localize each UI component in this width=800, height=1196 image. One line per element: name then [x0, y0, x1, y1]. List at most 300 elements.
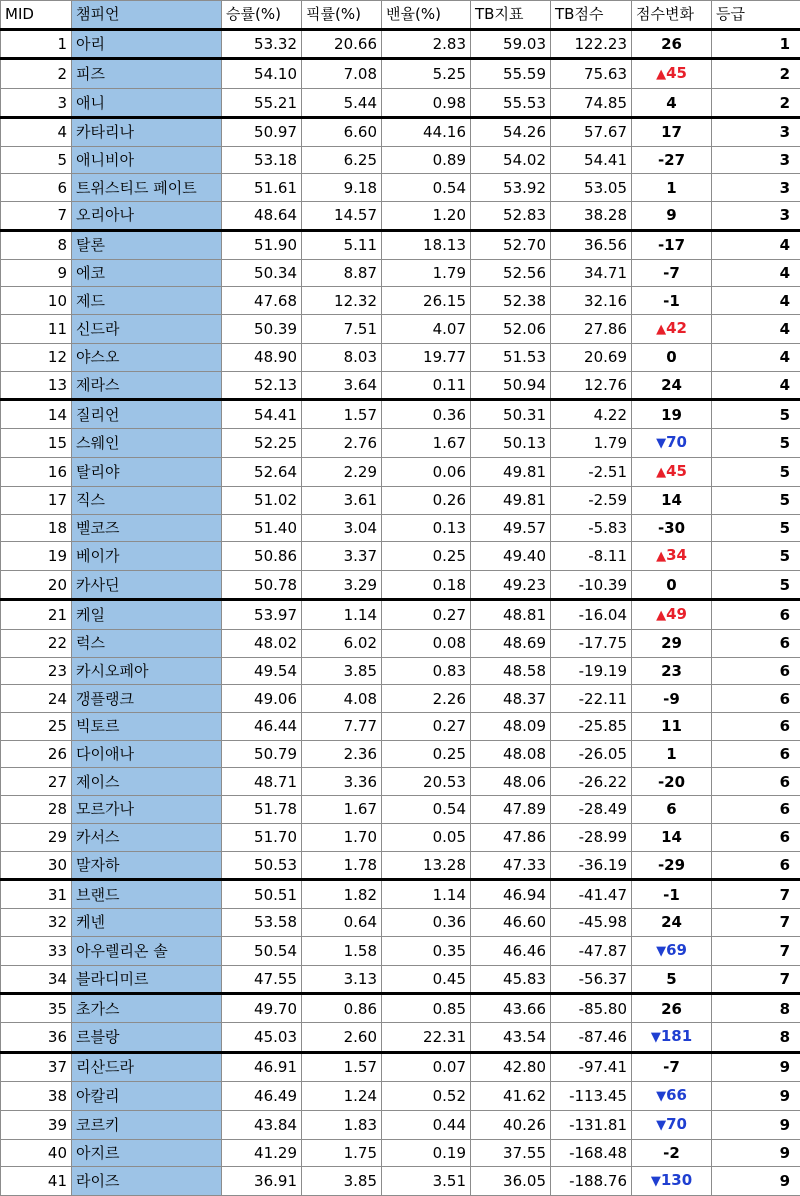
- ban-rate-cell: 0.08: [382, 630, 471, 658]
- grade-cell: 3: [712, 118, 800, 147]
- grade-cell: 7: [712, 880, 800, 909]
- score-change-cell: [632, 230, 712, 259]
- score-change-value: 49: [666, 605, 687, 623]
- score-change-value: -7: [663, 264, 680, 282]
- win-rate-cell: 53.18: [222, 146, 302, 174]
- score-change-cell: [632, 657, 712, 685]
- mid-cell: 26: [1, 740, 72, 768]
- score-change-cell: [632, 685, 712, 713]
- grade-cell: 4: [712, 371, 800, 400]
- ban-rate-cell: 0.13: [382, 514, 471, 542]
- tb-index-cell: 48.06: [471, 768, 551, 796]
- score-change-value: 14: [661, 491, 682, 509]
- mid-cell: 13: [1, 371, 72, 400]
- mid-cell: 28: [1, 796, 72, 824]
- table-row: [1, 657, 800, 685]
- ban-rate-cell: 0.54: [382, 174, 471, 202]
- tb-index-cell: 51.53: [471, 343, 551, 371]
- grade-cell: 6: [712, 630, 800, 658]
- header-ban-rate: 밴율(%): [382, 1, 471, 30]
- grade-cell: 5: [712, 457, 800, 486]
- win-rate-cell: 50.86: [222, 542, 302, 571]
- tb-index-cell: 37.55: [471, 1139, 551, 1167]
- score-change-value: 0: [666, 576, 676, 594]
- header-mid: MID: [1, 1, 72, 30]
- mid-cell: 17: [1, 486, 72, 514]
- table-row: [1, 908, 800, 936]
- ban-rate-cell: 18.13: [382, 230, 471, 259]
- header-row: [1, 1, 800, 30]
- score-change-cell: [632, 542, 712, 571]
- champion-cell: 벨코즈: [72, 514, 222, 542]
- mid-cell: 15: [1, 428, 72, 457]
- tb-index-cell: 48.58: [471, 657, 551, 685]
- score-change-value: 29: [661, 634, 682, 652]
- pick-rate-cell: 3.37: [302, 542, 382, 571]
- grade-cell: 6: [712, 600, 800, 630]
- mid-cell: 40: [1, 1139, 72, 1167]
- tb-score-cell: 53.05: [551, 174, 632, 202]
- pick-rate-cell: 3.85: [302, 1167, 382, 1196]
- mid-cell: 10: [1, 287, 72, 315]
- table-row: [1, 287, 800, 315]
- score-change-cell: [632, 965, 712, 994]
- tb-index-cell: 43.66: [471, 994, 551, 1023]
- tb-index-cell: 46.60: [471, 908, 551, 936]
- tb-score-cell: -19.19: [551, 657, 632, 685]
- score-change-value: -7: [663, 1058, 680, 1076]
- score-change-cell: [632, 89, 712, 118]
- score-change-value: -27: [658, 151, 685, 169]
- score-change-cell: [632, 1081, 712, 1110]
- score-change-cell: [632, 880, 712, 909]
- score-change-cell: [632, 1110, 712, 1139]
- table-row: [1, 29, 800, 59]
- mid-cell: 30: [1, 851, 72, 880]
- pick-rate-cell: 1.78: [302, 851, 382, 880]
- ban-rate-cell: 1.67: [382, 428, 471, 457]
- tb-index-cell: 48.81: [471, 600, 551, 630]
- mid-cell: 8: [1, 230, 72, 259]
- tb-index-cell: 49.81: [471, 457, 551, 486]
- win-rate-cell: 50.39: [222, 314, 302, 343]
- champion-cell: 애니비아: [72, 146, 222, 174]
- win-rate-cell: 50.79: [222, 740, 302, 768]
- score-change-cell: [632, 174, 712, 202]
- score-change-cell: [632, 796, 712, 824]
- score-change-value: 4: [666, 94, 676, 112]
- mid-cell: 33: [1, 936, 72, 965]
- ban-rate-cell: 0.11: [382, 371, 471, 400]
- win-rate-cell: 46.49: [222, 1081, 302, 1110]
- pick-rate-cell: 8.87: [302, 259, 382, 287]
- grade-cell: 6: [712, 823, 800, 851]
- grade-cell: 9: [712, 1081, 800, 1110]
- triangle-down-icon: ▼: [656, 1118, 666, 1133]
- win-rate-cell: 49.70: [222, 994, 302, 1023]
- champion-cell: 리산드라: [72, 1052, 222, 1081]
- champion-cell: 카사딘: [72, 571, 222, 600]
- mid-cell: 14: [1, 400, 72, 429]
- mid-cell: 2: [1, 59, 72, 89]
- table-row: [1, 1052, 800, 1081]
- win-rate-cell: 53.97: [222, 600, 302, 630]
- grade-cell: 6: [712, 740, 800, 768]
- grade-cell: 6: [712, 796, 800, 824]
- pick-rate-cell: 1.58: [302, 936, 382, 965]
- win-rate-cell: 49.06: [222, 685, 302, 713]
- score-change-cell: [632, 29, 712, 59]
- tb-score-cell: -97.41: [551, 1052, 632, 1081]
- tb-score-cell: -28.49: [551, 796, 632, 824]
- ban-rate-cell: 44.16: [382, 118, 471, 147]
- pick-rate-cell: 2.36: [302, 740, 382, 768]
- tb-score-cell: -113.45: [551, 1081, 632, 1110]
- mid-cell: 41: [1, 1167, 72, 1196]
- table-body: [1, 29, 800, 1196]
- pick-rate-cell: 3.04: [302, 514, 382, 542]
- score-change-cell: [632, 259, 712, 287]
- tb-index-cell: 59.03: [471, 29, 551, 59]
- score-change-value: 34: [666, 546, 687, 564]
- win-rate-cell: 54.10: [222, 59, 302, 89]
- win-rate-cell: 48.71: [222, 768, 302, 796]
- mid-cell: 21: [1, 600, 72, 630]
- pick-rate-cell: 1.83: [302, 1110, 382, 1139]
- mid-cell: 12: [1, 343, 72, 371]
- grade-cell: 6: [712, 768, 800, 796]
- score-change-value: 17: [661, 123, 682, 141]
- ban-rate-cell: 0.05: [382, 823, 471, 851]
- tb-index-cell: 55.59: [471, 59, 551, 89]
- triangle-down-icon: ▼: [656, 944, 666, 959]
- grade-cell: 6: [712, 851, 800, 880]
- score-change-cell: [632, 428, 712, 457]
- table-row: [1, 202, 800, 231]
- pick-rate-cell: 0.86: [302, 994, 382, 1023]
- grade-cell: 7: [712, 908, 800, 936]
- tb-score-cell: 54.41: [551, 146, 632, 174]
- grade-cell: 3: [712, 202, 800, 231]
- champion-cell: 아리: [72, 29, 222, 59]
- champion-cell: 럭스: [72, 630, 222, 658]
- champion-cell: 아칼리: [72, 1081, 222, 1110]
- score-change-cell: [632, 486, 712, 514]
- score-change-value: 24: [661, 913, 682, 931]
- score-change-cell: [632, 514, 712, 542]
- score-change-cell: [632, 146, 712, 174]
- score-change-cell: [632, 287, 712, 315]
- tb-score-cell: -22.11: [551, 685, 632, 713]
- win-rate-cell: 50.34: [222, 259, 302, 287]
- score-change-cell: [632, 118, 712, 147]
- win-rate-cell: 50.54: [222, 936, 302, 965]
- champion-cell: 카타리나: [72, 118, 222, 147]
- tb-index-cell: 50.13: [471, 428, 551, 457]
- ban-rate-cell: 0.85: [382, 994, 471, 1023]
- tb-index-cell: 52.06: [471, 314, 551, 343]
- ban-rate-cell: 1.79: [382, 259, 471, 287]
- header-grade: 등급: [712, 1, 800, 30]
- grade-cell: 6: [712, 657, 800, 685]
- mid-cell: 11: [1, 314, 72, 343]
- tb-index-cell: 48.09: [471, 713, 551, 741]
- table-row: [1, 514, 800, 542]
- table-row: [1, 571, 800, 600]
- grade-cell: 8: [712, 994, 800, 1023]
- header-tb-score: TB점수: [551, 1, 632, 30]
- tb-index-cell: 48.08: [471, 740, 551, 768]
- tb-score-cell: 32.16: [551, 287, 632, 315]
- score-change-cell: [632, 823, 712, 851]
- champion-cell: 코르키: [72, 1110, 222, 1139]
- score-change-cell: [632, 630, 712, 658]
- win-rate-cell: 47.55: [222, 965, 302, 994]
- champion-cell: 야스오: [72, 343, 222, 371]
- table-row: [1, 314, 800, 343]
- table-row: [1, 851, 800, 880]
- table-row: [1, 1110, 800, 1139]
- champion-cell: 에코: [72, 259, 222, 287]
- score-change-cell: [632, 457, 712, 486]
- triangle-down-icon: ▼: [656, 436, 666, 451]
- win-rate-cell: 54.41: [222, 400, 302, 429]
- ban-rate-cell: 0.83: [382, 657, 471, 685]
- win-rate-cell: 50.51: [222, 880, 302, 909]
- tb-score-cell: -26.22: [551, 768, 632, 796]
- table-row: [1, 768, 800, 796]
- ban-rate-cell: 1.14: [382, 880, 471, 909]
- tb-index-cell: 52.38: [471, 287, 551, 315]
- table-row: [1, 230, 800, 259]
- pick-rate-cell: 3.64: [302, 371, 382, 400]
- score-change-value: -29: [658, 856, 685, 874]
- table-row: [1, 59, 800, 89]
- tb-index-cell: 55.53: [471, 89, 551, 118]
- mid-cell: 31: [1, 880, 72, 909]
- table-row: [1, 486, 800, 514]
- table-row: [1, 823, 800, 851]
- win-rate-cell: 55.21: [222, 89, 302, 118]
- score-change-cell: [632, 1022, 712, 1052]
- win-rate-cell: 45.03: [222, 1022, 302, 1052]
- tb-index-cell: 47.86: [471, 823, 551, 851]
- score-change-cell: [632, 851, 712, 880]
- table-row: [1, 630, 800, 658]
- mid-cell: 5: [1, 146, 72, 174]
- mid-cell: 34: [1, 965, 72, 994]
- pick-rate-cell: 1.57: [302, 1052, 382, 1081]
- table-row: [1, 936, 800, 965]
- table-row: [1, 1022, 800, 1052]
- pick-rate-cell: 14.57: [302, 202, 382, 231]
- tb-score-cell: -5.83: [551, 514, 632, 542]
- table-row: [1, 965, 800, 994]
- header-tb-index: TB지표: [471, 1, 551, 30]
- score-change-value: -1: [663, 886, 680, 904]
- tb-index-cell: 49.81: [471, 486, 551, 514]
- mid-cell: 35: [1, 994, 72, 1023]
- tb-score-cell: -168.48: [551, 1139, 632, 1167]
- tb-score-cell: -85.80: [551, 994, 632, 1023]
- ban-rate-cell: 22.31: [382, 1022, 471, 1052]
- grade-cell: 5: [712, 571, 800, 600]
- tb-index-cell: 46.94: [471, 880, 551, 909]
- mid-cell: 18: [1, 514, 72, 542]
- triangle-down-icon: ▼: [651, 1174, 661, 1189]
- pick-rate-cell: 2.76: [302, 428, 382, 457]
- pick-rate-cell: 1.67: [302, 796, 382, 824]
- pick-rate-cell: 9.18: [302, 174, 382, 202]
- win-rate-cell: 43.84: [222, 1110, 302, 1139]
- pick-rate-cell: 3.36: [302, 768, 382, 796]
- champion-cell: 트위스티드 페이트: [72, 174, 222, 202]
- tb-score-cell: -47.87: [551, 936, 632, 965]
- ban-rate-cell: 0.19: [382, 1139, 471, 1167]
- mid-cell: 19: [1, 542, 72, 571]
- table-row: [1, 542, 800, 571]
- score-change-cell: [632, 1139, 712, 1167]
- win-rate-cell: 51.02: [222, 486, 302, 514]
- table-row: [1, 89, 800, 118]
- pick-rate-cell: 3.61: [302, 486, 382, 514]
- pick-rate-cell: 1.75: [302, 1139, 382, 1167]
- score-change-value: 1: [666, 179, 676, 197]
- ban-rate-cell: 2.26: [382, 685, 471, 713]
- score-change-value: 11: [661, 717, 682, 735]
- mid-cell: 23: [1, 657, 72, 685]
- mid-cell: 7: [1, 202, 72, 231]
- table-row: [1, 457, 800, 486]
- champion-cell: 제이스: [72, 768, 222, 796]
- score-change-value: 9: [666, 206, 676, 224]
- win-rate-cell: 51.90: [222, 230, 302, 259]
- pick-rate-cell: 0.64: [302, 908, 382, 936]
- ban-rate-cell: 2.83: [382, 29, 471, 59]
- score-change-cell: [632, 908, 712, 936]
- win-rate-cell: 51.61: [222, 174, 302, 202]
- tb-index-cell: 47.89: [471, 796, 551, 824]
- ban-rate-cell: 26.15: [382, 287, 471, 315]
- score-change-cell: [632, 59, 712, 89]
- win-rate-cell: 50.78: [222, 571, 302, 600]
- tb-index-cell: 50.94: [471, 371, 551, 400]
- ban-rate-cell: 13.28: [382, 851, 471, 880]
- win-rate-cell: 51.78: [222, 796, 302, 824]
- score-change-value: 181: [661, 1027, 692, 1045]
- mid-cell: 3: [1, 89, 72, 118]
- mid-cell: 37: [1, 1052, 72, 1081]
- ban-rate-cell: 0.25: [382, 740, 471, 768]
- grade-cell: 5: [712, 542, 800, 571]
- ban-rate-cell: 19.77: [382, 343, 471, 371]
- win-rate-cell: 53.58: [222, 908, 302, 936]
- tb-score-cell: 4.22: [551, 400, 632, 429]
- win-rate-cell: 49.54: [222, 657, 302, 685]
- mid-cell: 24: [1, 685, 72, 713]
- tb-score-cell: 57.67: [551, 118, 632, 147]
- grade-cell: 8: [712, 1022, 800, 1052]
- header-champion: 챔피언: [72, 1, 222, 30]
- champion-cell: 초가스: [72, 994, 222, 1023]
- score-change-value: 0: [666, 348, 676, 366]
- mid-cell: 25: [1, 713, 72, 741]
- pick-rate-cell: 6.25: [302, 146, 382, 174]
- ban-rate-cell: 0.26: [382, 486, 471, 514]
- win-rate-cell: 48.90: [222, 343, 302, 371]
- table-row: [1, 400, 800, 429]
- champion-cell: 스웨인: [72, 428, 222, 457]
- mid-cell: 16: [1, 457, 72, 486]
- tb-index-cell: 53.92: [471, 174, 551, 202]
- grade-cell: 5: [712, 428, 800, 457]
- grade-cell: 3: [712, 174, 800, 202]
- score-change-cell: [632, 571, 712, 600]
- ban-rate-cell: 0.44: [382, 1110, 471, 1139]
- mid-cell: 22: [1, 630, 72, 658]
- pick-rate-cell: 3.13: [302, 965, 382, 994]
- ban-rate-cell: 0.36: [382, 908, 471, 936]
- ban-rate-cell: 0.45: [382, 965, 471, 994]
- pick-rate-cell: 5.11: [302, 230, 382, 259]
- score-change-value: 42: [666, 319, 687, 337]
- grade-cell: 4: [712, 259, 800, 287]
- pick-rate-cell: 1.14: [302, 600, 382, 630]
- table-row: [1, 371, 800, 400]
- win-rate-cell: 52.64: [222, 457, 302, 486]
- grade-cell: 7: [712, 965, 800, 994]
- tb-index-cell: 46.46: [471, 936, 551, 965]
- ban-rate-cell: 20.53: [382, 768, 471, 796]
- grade-cell: 2: [712, 89, 800, 118]
- grade-cell: 4: [712, 230, 800, 259]
- score-change-value: 24: [661, 376, 682, 394]
- tb-index-cell: 42.80: [471, 1052, 551, 1081]
- win-rate-cell: 36.91: [222, 1167, 302, 1196]
- header-win-rate: 승률(%): [222, 1, 302, 30]
- tb-score-cell: -25.85: [551, 713, 632, 741]
- champion-cell: 애니: [72, 89, 222, 118]
- win-rate-cell: 48.64: [222, 202, 302, 231]
- triangle-up-icon: ▲: [656, 322, 666, 337]
- champion-cell: 질리언: [72, 400, 222, 429]
- tb-score-cell: 36.56: [551, 230, 632, 259]
- win-rate-cell: 53.32: [222, 29, 302, 59]
- score-change-cell: [632, 994, 712, 1023]
- score-change-cell: [632, 314, 712, 343]
- score-change-value: 14: [661, 828, 682, 846]
- grade-cell: 4: [712, 314, 800, 343]
- mid-cell: 4: [1, 118, 72, 147]
- tb-index-cell: 49.57: [471, 514, 551, 542]
- table-row: [1, 1081, 800, 1110]
- score-change-value: -2: [663, 1144, 680, 1162]
- champion-cell: 제라스: [72, 371, 222, 400]
- grade-cell: 9: [712, 1139, 800, 1167]
- pick-rate-cell: 2.60: [302, 1022, 382, 1052]
- ban-rate-cell: 0.89: [382, 146, 471, 174]
- grade-cell: 9: [712, 1052, 800, 1081]
- mid-cell: 27: [1, 768, 72, 796]
- tb-score-cell: 74.85: [551, 89, 632, 118]
- score-change-value: 26: [661, 35, 682, 53]
- pick-rate-cell: 6.02: [302, 630, 382, 658]
- champion-cell: 아지르: [72, 1139, 222, 1167]
- ban-rate-cell: 0.27: [382, 713, 471, 741]
- pick-rate-cell: 7.51: [302, 314, 382, 343]
- table-row: [1, 428, 800, 457]
- champion-cell: 직스: [72, 486, 222, 514]
